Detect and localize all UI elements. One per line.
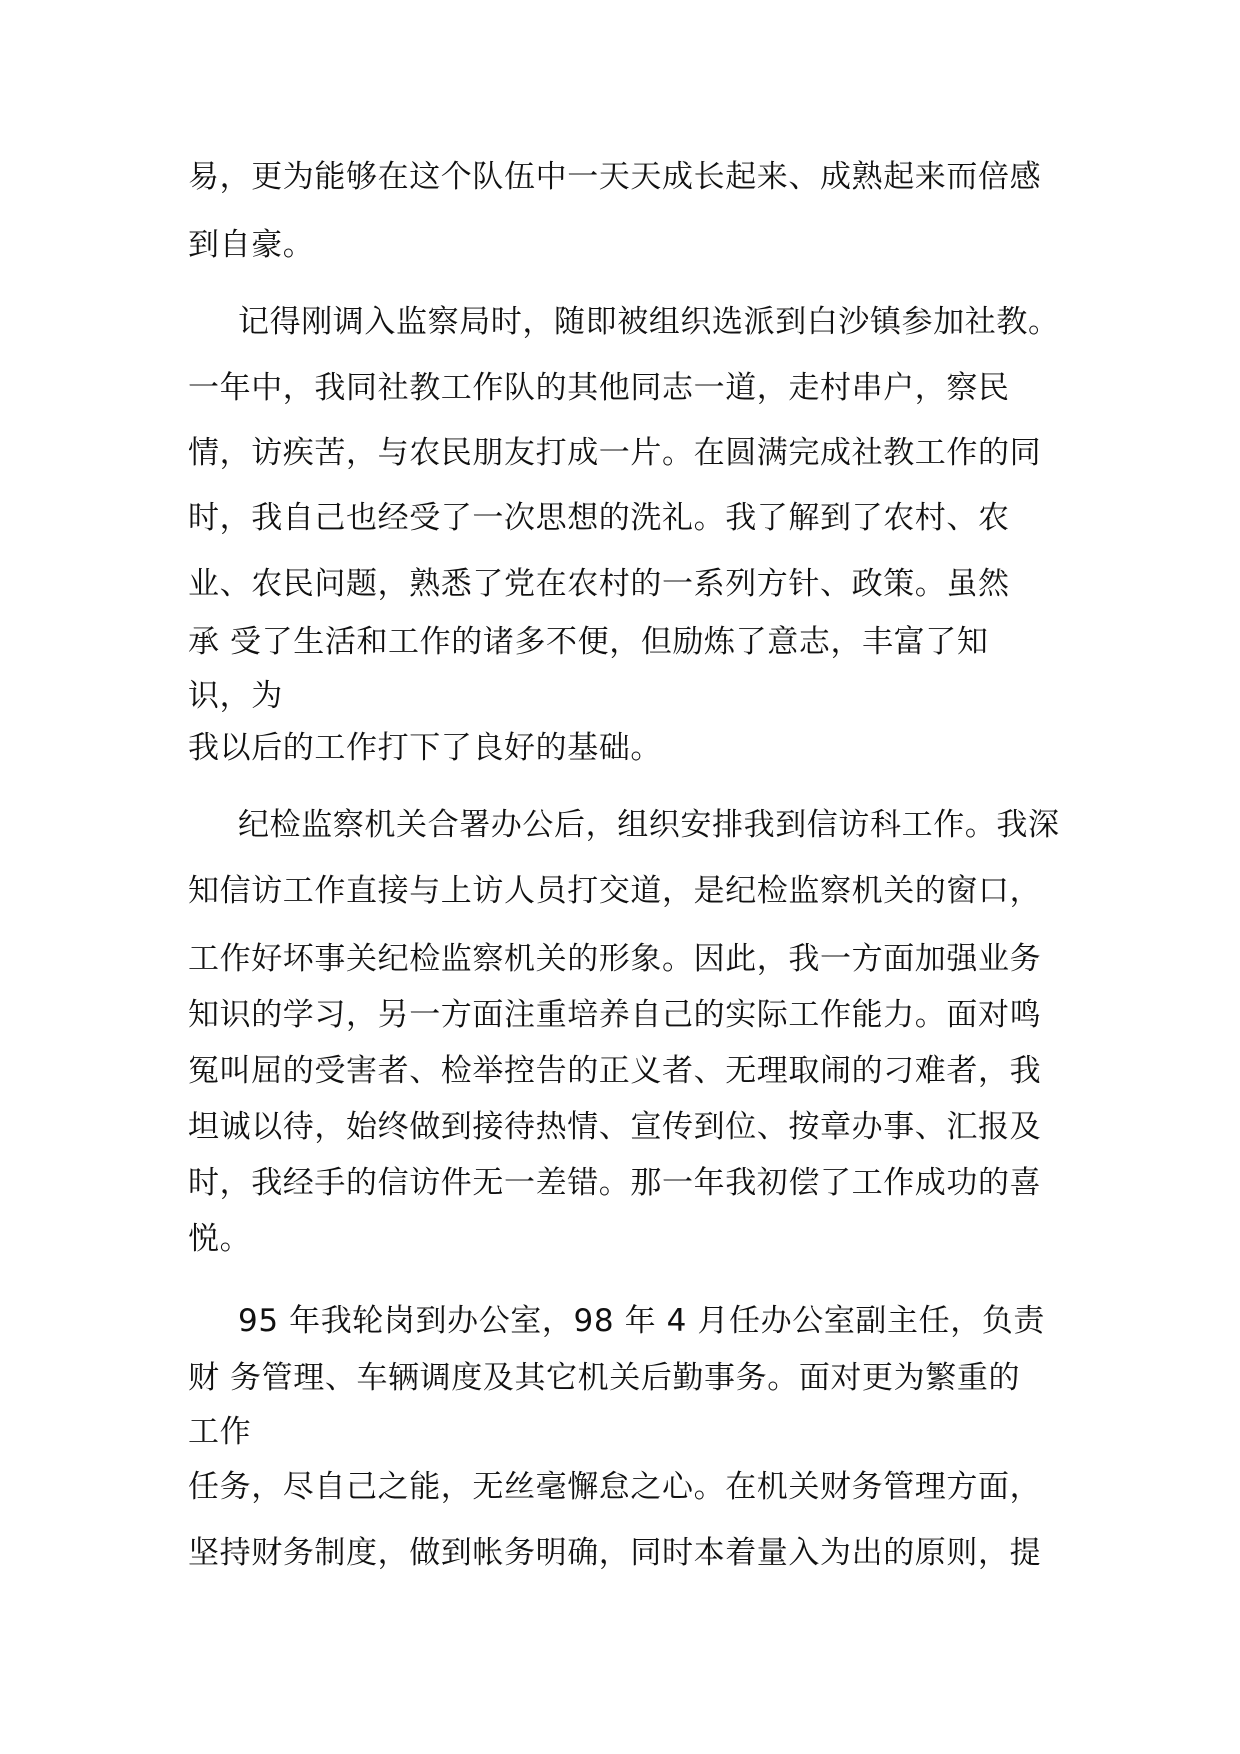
text-line: 工作 (188, 1414, 252, 1450)
paragraph-first-line: 95 年我轮岗到办公室，98 年 4 月任办公室副主任，负责 (238, 1303, 1046, 1339)
text-line: 任务，尽自己之能，无丝毫懈怠之心。在机关财务管理方面， (188, 1469, 1042, 1505)
text-line: 我以后的工作打下了良好的基础。 (188, 730, 662, 766)
text-line: 业、农民问题，熟悉了党在农村的一系列方针、政策。虽然 (188, 566, 1010, 602)
text-line: 一年中，我同社教工作队的其他同志一道，走村串户，察民 (188, 370, 1010, 406)
text-line: 识，为 (188, 678, 283, 714)
text-line: 悦。 (188, 1221, 252, 1257)
text-line: 情，访疾苦，与农民朋友打成一片。在圆满完成社教工作的同 (188, 435, 1042, 471)
text-line: 知信访工作直接与上访人员打交道，是纪检监察机关的窗口， (188, 873, 1042, 909)
text-line: 财 务管理、车辆调度及其它机关后勤事务。面对更为繁重的 (188, 1360, 1021, 1396)
text-line: 承 受了生活和工作的诸多不便，但励炼了意志，丰富了知 (188, 624, 989, 660)
text-line: 到自豪。 (188, 227, 315, 263)
text-line: 易，更为能够在这个队伍中一天天成长起来、成熟起来而倍感 (188, 159, 1042, 195)
text-line: 坚持财务制度，做到帐务明确，同时本着量入为出的原则，提 (188, 1535, 1042, 1571)
text-line: 知识的学习，另一方面注重培养自己的实际工作能力。面对鸣 (188, 997, 1042, 1033)
text-line: 时，我经手的信访件无一差错。那一年我初偿了工作成功的喜 (188, 1165, 1042, 1201)
text-line: 冤叫屈的受害者、检举控告的正义者、无理取闹的刁难者，我 (188, 1053, 1042, 1089)
text-line: 坦诚以待，始终做到接待热情、宣传到位、按章办事、汇报及 (188, 1109, 1042, 1145)
paragraph-first-line: 记得刚调入监察局时，随即被组织选派到白沙镇参加社教。 (238, 304, 1060, 340)
text-line: 工作好坏事关纪检监察机关的形象。因此，我一方面加强业务 (188, 941, 1042, 977)
paragraph-first-line: 纪检监察机关合署办公后，组织安排我到信访科工作。我深 (238, 807, 1060, 843)
text-line: 时，我自己也经受了一次思想的洗礼。我了解到了农村、农 (188, 500, 1010, 536)
